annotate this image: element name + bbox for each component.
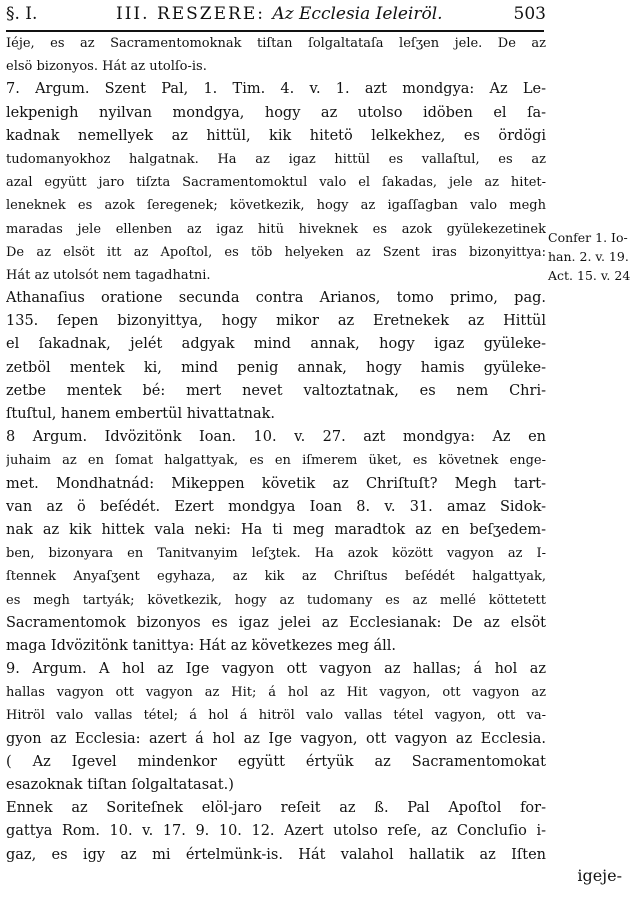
text-line: nak az kik hittek vala neki: Ha ti meg maradtok az en beſʒedem- (6, 521, 546, 538)
text-line: es megh tartyák; következik, hogy az tudomany es az mellé köttetett (6, 592, 546, 608)
text-line: Hitröl valo vallas tétel; á hol á hitröl valo vallas tétel vagyon, ott va- (6, 708, 546, 724)
text-line: 7. Argum. Szent Pal, 1. Tim. 4. v. 1. azt mondgya: Az Le- (6, 81, 546, 98)
running-title-main: III. RESZERE: (116, 4, 265, 24)
running-title (116, 4, 443, 24)
text-line: azal együtt jaro tiſzta Sacramentomoktul valo el ſakadas, jele az hitet- (6, 175, 546, 191)
running-title-italic: Az Ecclesia Ieleiröl. (272, 4, 443, 24)
text-line: De az elsöt itt az Apoſtol, es töb helyeken az Szent iras bizonyittya: (6, 244, 546, 260)
text-line: maradas jele ellenben az igaz hitü hiveknek es azok gyülekezetinek (6, 221, 546, 237)
body-text (6, 32, 546, 867)
text-line: hallas vagyon ott vagyon az Hit; á hol az Hit vagyon, ott vagyon az (6, 685, 546, 701)
text-line: 9. Argum. A hol az Ige vagyon ott vagyon az hallas; á hol az (6, 661, 546, 678)
text-line: leneknek es azok ſeregenek; következik, hogy az igaſſagban valo megh (6, 198, 546, 214)
text-line: gattya Rom. 10. v. 17. 9. 10. 12. Azert utolso reſe, az Concluſio i- (6, 823, 546, 840)
catchword: igeje- (577, 866, 622, 885)
text-line: ( Az Igevel mindenkor együtt értyük az Sacramentomokat (6, 753, 546, 770)
margin-note-line: Act. 15. v. 24 (548, 268, 631, 283)
text-line: esazoknak tiſtan ſolgaltatasat.) (6, 777, 234, 793)
text-line: el ſakadnak, jelét adgyak mind annak, hogy igaz gyüleke- (6, 336, 546, 353)
text-line: Athanaſius oratione secunda contra Arianos, tomo primo, pag. (6, 290, 546, 307)
text-line: ſtuſtul, hanem embertül hivattatnak. (6, 406, 276, 422)
text-line: juhaim az en ſomat halgattyak, es en iſmerem üket, es követnek enge- (6, 453, 546, 469)
section-mark: §. I. (6, 4, 38, 24)
text-line: Ennek az Soriteſnek elöl-jaro reſeit az ß. Pal Apoſtol for- (6, 800, 546, 817)
text-line: zetbe mentek bé: mert nevet valtoztatnak, es nem Chri- (6, 382, 546, 399)
text-line: van az ö beſédét. Ezert mondgya Ioan 8. v. 31. amaz Sidok- (6, 498, 546, 515)
text-line: kadnak nemellyek az hittül, kik hitetö lelkekhez, es ördögi (6, 127, 546, 144)
text-line: Sacramentomok bizonyos es igaz jelei az Ecclesianak: De az elsöt (6, 614, 546, 631)
text-line: maga Idvözitönk tanittya: Hát az következes meg áll. (6, 637, 396, 654)
text-line: lekpenigh nyilvan mondgya, hogy az utolso idöben el ſa- (6, 104, 546, 121)
text-line: 8 Argum. Idvözitönk Ioan. 10. v. 27. azt mondgya: Az en (6, 429, 546, 446)
text-line: gaz, es igy az mi értelmünk-is. Hát valahol hallatik az Iſten (6, 846, 546, 863)
text-line: ben, bizonyara en Tanitvanyim leſʒtek. Ha azok között vagyon az I- (6, 546, 546, 562)
text-line: Iéje, es az Sacramentomoknak tiſtan ſolgaltataſa leſʒen jele. De az (6, 36, 546, 51)
text-line: elsö bizonyos. Hát az utolſo-is. (6, 59, 207, 75)
margin-note-line: Confer 1. Io- (548, 230, 628, 245)
margin-note (548, 228, 632, 285)
page-number: 503 (513, 4, 546, 24)
text-line: tudomanyokhoz halgatnak. Ha az igaz hittül es vallaſtul, es az (6, 151, 546, 167)
text-line: met. Mondhatnád: Mikeppen követik az Chriſtuſt? Megh tart- (6, 475, 546, 492)
text-line: zetböl mentek ki, mind penig annak, hogy hamis gyüleke- (6, 359, 546, 376)
text-line: 135. ſepen bizonyittya, hogy mikor az Eretnekek az Hittül (6, 313, 546, 330)
text-line: gyon az Ecclesia: azert á hol az Ige vagyon, ott vagyon az Ecclesia. (6, 730, 546, 747)
margin-note-line: han. 2. v. 19. (548, 249, 629, 264)
text-line: ſtennek Anyaſʒent egyhaza, az kik az Chriſtus beſédét halgattyak, (6, 569, 546, 585)
running-header (6, 4, 546, 30)
text-line: Hát az utolsót nem tagadhatni. (6, 267, 211, 283)
